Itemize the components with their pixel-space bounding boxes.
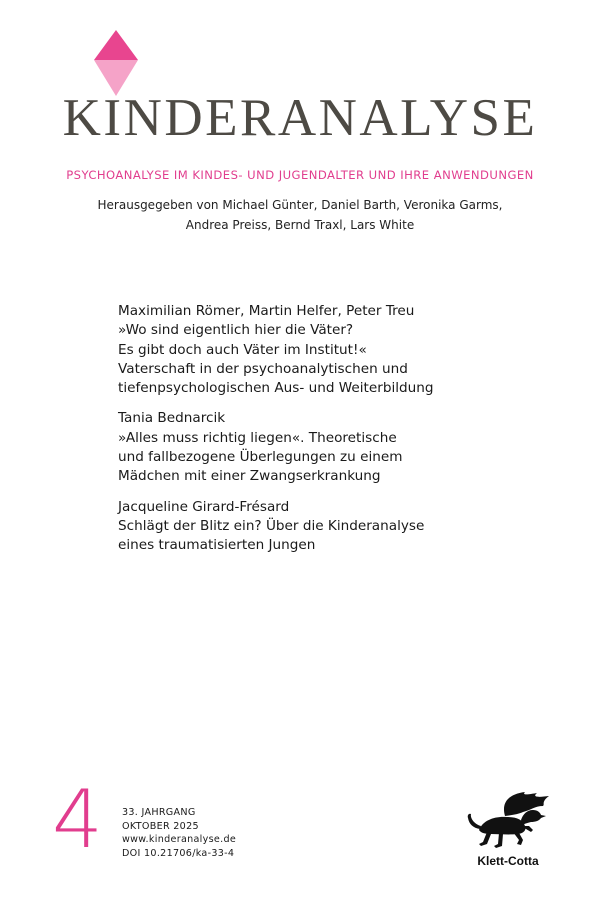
article-title-line: und fallbezogene Überlegungen zu einem xyxy=(118,449,403,466)
issue-website: www.kinderanalyse.de xyxy=(122,834,237,845)
editors-line-1: Herausgegeben von Michael Günter, Daniel Barth, Veronika Garms, xyxy=(97,198,503,212)
article-title-line: »Alles muss richtig liegen«. Theoretische xyxy=(118,429,397,446)
issue-date: OKTOBER 2025 xyxy=(122,820,199,832)
article-title-line: Es gibt doch auch Väter im Institut!« xyxy=(118,341,367,358)
article-title-line: Vaterschaft in der psychoanalytischen und xyxy=(118,360,408,377)
issue-doi: DOI 10.21706/ka-33-4 xyxy=(122,847,235,859)
article-title-line: tiefenpsychologischen Aus- und Weiterbildung xyxy=(118,380,434,397)
journal-title: KINDERANALYSE xyxy=(62,89,538,147)
publisher-name: Klett-Cotta xyxy=(477,854,539,868)
article-3 xyxy=(118,498,558,556)
article-author: Tania Bednarcik xyxy=(118,410,226,427)
issue-number: 4 xyxy=(52,773,103,866)
issue-volume: 33. JAHRGANG xyxy=(122,807,196,818)
article-2 xyxy=(118,409,558,486)
article-list xyxy=(118,302,558,567)
editors xyxy=(0,195,600,235)
article-title-line: Schlägt der Blitz ein? Über die Kinderanalyse xyxy=(118,517,425,534)
journal-subtitle: PSYCHOANALYSE IM KINDES- UND JUGENDALTER UND IHRE ANWENDUNGEN xyxy=(66,168,534,182)
issue-meta xyxy=(122,806,236,860)
article-author: Maximilian Römer, Martin Helfer, Peter Treu xyxy=(118,303,415,319)
article-author: Jacqueline Girard-Frésard xyxy=(118,498,290,515)
article-title-line: Mädchen mit einer Zwangserkrankung xyxy=(118,468,381,485)
editors-line-2: Andrea Preiss, Bernd Traxl, Lars White xyxy=(185,218,415,232)
griffin-icon xyxy=(465,790,551,848)
article-1 xyxy=(118,302,558,398)
article-title-line: eines traumatisierten Jungen xyxy=(118,537,316,554)
article-title-line: »Wo sind eigentlich hier die Väter? xyxy=(118,322,354,339)
publisher-logo xyxy=(458,790,558,868)
